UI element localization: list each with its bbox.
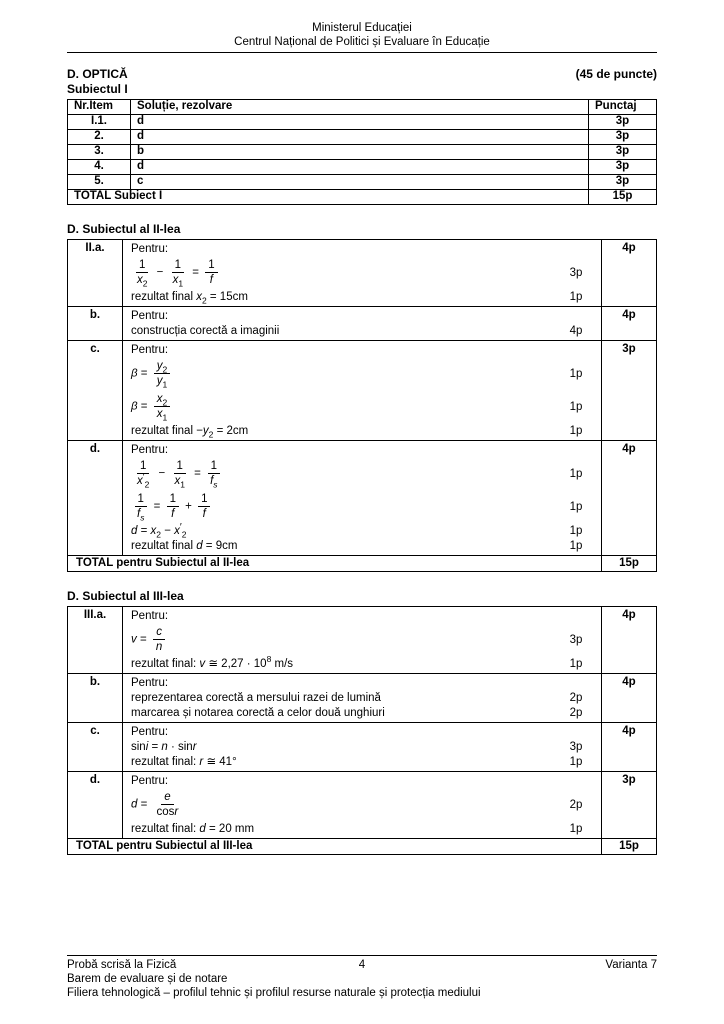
text-run: construcția corectă a imaginii (131, 324, 280, 337)
solution-cell (123, 240, 602, 306)
math-variable: n (161, 740, 168, 753)
fraction-denominator (154, 407, 170, 423)
fraction (198, 493, 210, 520)
answer-cell: d (131, 160, 589, 175)
line-points: 3p (569, 740, 583, 753)
text-run: Pentru: (131, 774, 169, 787)
line-points: 3p (569, 266, 583, 279)
table-row (68, 130, 657, 145)
fraction-numerator (154, 360, 170, 374)
rubric-row (68, 340, 656, 440)
text-run: 1 (139, 259, 146, 271)
solution-line-content (131, 242, 561, 256)
math-variable: y (156, 375, 163, 387)
subscript: 2 (162, 364, 168, 375)
rubric-row (68, 306, 656, 340)
solution-line-content (131, 290, 561, 304)
fraction (205, 259, 217, 286)
answer-cell: c (131, 175, 589, 190)
solution-line (131, 690, 601, 705)
math-variable: d (131, 798, 138, 811)
solution-line-content (131, 457, 561, 490)
math-variable: e (164, 791, 171, 803)
solution-line (131, 357, 601, 390)
fraction-numerator (136, 259, 148, 273)
line-points: 2p (569, 691, 583, 704)
solution-line-content (131, 822, 561, 836)
footer-filiera: Filiera tehnologică – profilul tehnic și profilul resurse naturale și protecția mediului (67, 987, 481, 999)
math-variable: r (199, 755, 204, 768)
line-points: 2p (569, 798, 583, 811)
solution-line-content (131, 725, 561, 739)
text-run: 1 (208, 259, 215, 271)
fraction-denominator (168, 507, 177, 520)
fraction (167, 493, 179, 520)
header-divider (67, 52, 657, 53)
math-variable: x (174, 524, 180, 537)
fraction-denominator (171, 474, 187, 490)
fraction-numerator (154, 393, 170, 407)
fraction-denominator (170, 273, 186, 289)
text-run: = (150, 500, 164, 513)
fraction-denominator (207, 474, 220, 490)
rubric-row (68, 440, 656, 555)
total-points: 15p (589, 190, 657, 205)
text-run: 1 (174, 259, 182, 271)
solution-line (131, 724, 601, 739)
points-cell: 3p (589, 130, 657, 145)
subject1-answers-table (67, 99, 657, 205)
math-variable: v (199, 657, 206, 670)
total-row (68, 190, 657, 205)
math-variable: f (171, 508, 175, 520)
line-points: 2p (569, 706, 583, 719)
math-variable: x (150, 524, 157, 537)
text-run: − (155, 467, 169, 480)
fraction-numerator (167, 493, 179, 507)
total-label: TOTAL pentru Subiectul al II-lea (68, 556, 602, 571)
item-cell: 5. (68, 175, 131, 190)
math-variable: f (209, 274, 213, 286)
total-label: TOTAL pentru Subiectul al III-lea (68, 839, 602, 854)
math-variable: x (137, 475, 143, 487)
text-run: rezultat final − (131, 424, 203, 437)
total-points: 15p (619, 557, 639, 569)
footer-row1 (67, 958, 657, 972)
text-run: sin (131, 740, 146, 753)
solution-line (131, 241, 601, 256)
footer-page-number: 4 (358, 959, 366, 971)
solution-line (131, 538, 601, 553)
fraction-denominator (200, 507, 209, 520)
subscript: 2 (181, 528, 187, 539)
subject2-rubric-table (67, 239, 657, 572)
fraction (153, 626, 165, 653)
row-points-cell: 4p (622, 309, 636, 321)
solution-line-content (131, 309, 561, 323)
solution-line-content (131, 691, 561, 705)
solution-line (131, 490, 601, 523)
text-run: rezultat final: (131, 822, 200, 835)
text-run: = (137, 400, 151, 413)
text-run: rezultat final (131, 539, 197, 552)
solution-line (131, 457, 601, 490)
footer-variant: Varianta 7 (605, 959, 657, 971)
text-run: = 2cm (213, 424, 249, 437)
text-run: = (136, 633, 150, 646)
fraction (154, 360, 170, 390)
item-cell: 4. (68, 160, 131, 175)
fraction-denominator (154, 805, 182, 818)
fraction (154, 791, 182, 818)
math-variable: f (137, 508, 141, 520)
subscript: 1 (162, 379, 168, 390)
solution-line (131, 773, 601, 788)
subscript: s (213, 479, 218, 490)
points-cell: 3p (589, 115, 657, 130)
text-run: Pentru: (131, 343, 169, 356)
rubric-row (68, 722, 656, 771)
total-label: TOTAL Subiect I (68, 190, 589, 205)
header-line2: Centrul Național de Politici și Evaluare în Educație (234, 36, 490, 48)
solution-line-content (131, 390, 561, 423)
solution-line (131, 675, 601, 690)
item-cell: c. (68, 341, 123, 440)
rubric-row (68, 771, 656, 838)
subtitle-subiectul-1: Subiectul I (67, 82, 128, 96)
text-run: reprezentarea corectă a mersului razei de lumină (131, 691, 381, 704)
line-points: 1p (569, 755, 583, 768)
line-points: 1p (569, 524, 583, 537)
fraction-numerator (153, 626, 165, 640)
fraction-numerator (161, 791, 173, 805)
line-points: 1p (569, 400, 583, 413)
subscript: 2 (142, 278, 148, 289)
text-run: 1 (201, 493, 208, 505)
col-header-points: Punctaj (589, 100, 657, 115)
solution-line-content (131, 740, 561, 754)
solution-line (131, 308, 601, 323)
solution-line-content (131, 676, 561, 690)
item-cell: b. (68, 307, 123, 340)
solution-line (131, 442, 601, 457)
text-run: − (153, 266, 167, 279)
line-points: 1p (569, 657, 583, 670)
text-run: Pentru: (131, 242, 169, 255)
text-run: + (181, 500, 196, 513)
text-run: = (148, 740, 162, 753)
solution-line (131, 623, 601, 656)
row-points-cell: 3p (622, 774, 636, 786)
text-run: ≅ 41° (203, 755, 237, 768)
fraction-denominator (134, 273, 150, 289)
fraction-numerator (205, 259, 217, 273)
solution-line-content (131, 755, 561, 769)
solution-line (131, 788, 601, 821)
line-points: 1p (569, 822, 583, 835)
line-points: 3p (569, 633, 583, 646)
subscript: 1 (180, 479, 185, 490)
fraction-denominator (134, 507, 147, 523)
rubric-row (68, 607, 656, 673)
line-points: 1p (569, 467, 583, 480)
math-variable: r (192, 740, 197, 753)
row-points-cell: 4p (622, 242, 636, 254)
text-run: = (137, 798, 151, 811)
math-variable: n (155, 641, 163, 653)
subject3-title: D. Subiectul al III-lea (67, 589, 184, 603)
points-cell: 3p (589, 175, 657, 190)
text-run: rezultat final: (131, 755, 200, 768)
footer-exam-name: Probă scrisă la Fizică (67, 959, 177, 971)
subscript: 2 (156, 528, 161, 539)
row-points-cell: 3p (622, 343, 636, 355)
text-run: = 20 mm (205, 822, 255, 835)
section-title-row (67, 67, 657, 81)
item-cell: II.a. (68, 240, 123, 306)
text-run: Pentru: (131, 676, 169, 689)
subscript: 1 (178, 278, 184, 289)
line-points: 1p (569, 500, 583, 513)
solution-line (131, 323, 601, 338)
math-variable: r (174, 806, 179, 818)
line-points: 4p (569, 324, 583, 337)
points-cell: 3p (589, 145, 657, 160)
math-variable: x (156, 393, 163, 405)
row-points-cell: 4p (622, 609, 636, 621)
text-run: Pentru: (131, 309, 169, 322)
table-row (68, 160, 657, 175)
section-points: (45 de puncte) (575, 67, 657, 81)
prime-mark: ′ (142, 472, 145, 483)
solution-line-content (131, 521, 561, 539)
line-points: 1p (569, 290, 583, 303)
row-points-cell: 4p (622, 725, 636, 737)
rubric-row (68, 673, 656, 722)
prime-mark: ′ (179, 521, 182, 533)
fraction-denominator (207, 273, 216, 286)
math-variable: β (131, 400, 138, 413)
row-points-cell: 4p (622, 443, 636, 455)
fraction-denominator (154, 374, 170, 390)
math-variable: y (156, 360, 163, 372)
row-points-cell: 4p (622, 676, 636, 688)
fraction (134, 493, 147, 523)
solution-line (131, 653, 601, 671)
superscript: 8 (266, 653, 272, 664)
header-line1: Ministerul Educației (312, 22, 412, 34)
fraction-numerator (174, 460, 186, 474)
solution-line-content (131, 256, 561, 289)
table-row (68, 115, 657, 130)
solution-cell (123, 723, 602, 771)
ministry-header (67, 0, 657, 53)
page-content (67, 0, 657, 855)
solution-line (131, 523, 601, 538)
math-variable: d (131, 524, 138, 537)
item-cell: 3. (68, 145, 131, 160)
footer-barem: Barem de evaluare și de notare (67, 973, 228, 985)
math-variable: x (174, 475, 181, 487)
subscript: 2 (208, 428, 214, 439)
math-variable: f (202, 508, 206, 520)
text-run: 1 (210, 460, 217, 472)
points-cell: 3p (589, 160, 657, 175)
item-cell: 2. (68, 130, 131, 145)
total-row (68, 838, 656, 854)
solution-line (131, 289, 601, 304)
subscript: 1 (162, 412, 168, 423)
table-row (68, 145, 657, 160)
text-run: · sin (167, 740, 193, 753)
solution-line (131, 739, 601, 754)
math-variable: i (145, 740, 149, 753)
fraction (134, 259, 150, 289)
solution-line (131, 754, 601, 769)
math-variable: d (196, 539, 203, 552)
fraction (134, 460, 152, 490)
col-header-solution: Soluție, rezolvare (131, 100, 589, 115)
text-run: 1 (139, 460, 147, 472)
text-run: = (137, 524, 151, 537)
math-variable: f (210, 475, 214, 487)
text-run: Pentru: (131, 725, 169, 738)
fraction-numerator (135, 493, 147, 507)
table-row (68, 175, 657, 190)
fraction-denominator (134, 472, 152, 490)
item-cell: b. (68, 674, 123, 722)
total-points: 15p (619, 840, 639, 852)
text-run: Pentru: (131, 443, 169, 456)
text-run: = 9cm (202, 539, 238, 552)
fraction (170, 259, 186, 289)
subject3-rubric-table (67, 606, 657, 855)
solution-line-content (131, 343, 561, 357)
solution-line-content (131, 443, 561, 457)
solution-line-content (131, 424, 561, 438)
solution-line (131, 608, 601, 623)
section-title: D. OPTICĂ (67, 67, 128, 81)
math-variable: x (172, 274, 179, 286)
item-cell: III.a. (68, 607, 123, 673)
fraction (171, 460, 187, 490)
solution-line (131, 705, 601, 720)
answer-cell: b (131, 145, 589, 160)
fraction-numerator (208, 460, 220, 474)
math-variable: y (202, 424, 209, 437)
solution-line (131, 390, 601, 423)
answer-cell: d (131, 130, 589, 145)
solution-cell (123, 307, 602, 340)
text-run: marcarea și notarea corectă a celor două unghiuri (131, 706, 385, 719)
footer-divider (67, 955, 657, 956)
fraction (154, 393, 170, 423)
math-variable: β (131, 367, 138, 380)
item-cell: I.1. (68, 115, 131, 130)
text-run: Pentru: (131, 609, 169, 622)
text-run: − (161, 524, 175, 537)
solution-line-content (131, 706, 561, 720)
table-header-row (68, 100, 657, 115)
subscript: s (140, 512, 145, 523)
total-row (68, 555, 656, 571)
text-run: = (137, 367, 151, 380)
text-run: = (190, 467, 205, 480)
math-variable: v (131, 633, 137, 646)
page-footer (67, 955, 657, 1000)
math-variable: x (137, 274, 143, 286)
solution-line (131, 821, 601, 836)
fraction-denominator (153, 640, 165, 653)
col-header-item: Nr.Item (68, 100, 131, 115)
line-points: 1p (569, 539, 583, 552)
solution-line-content (131, 357, 561, 390)
fraction-numerator (198, 493, 210, 507)
solution-line (131, 256, 601, 289)
fraction (207, 460, 220, 490)
math-variable: x (156, 408, 163, 420)
solution-cell (123, 674, 602, 722)
rubric-row (68, 240, 656, 306)
text-run: = (189, 266, 203, 279)
math-variable: x (196, 290, 202, 303)
subscript: 2 (201, 294, 207, 305)
text-run: 1 (176, 460, 183, 472)
subscript: 2 (144, 479, 150, 490)
text-run: = 15cm (206, 290, 248, 303)
solution-line-content (131, 788, 561, 821)
text-run: ≅ 2,27 · 10 (205, 657, 267, 670)
solution-line-content (131, 653, 561, 671)
line-points: 1p (569, 424, 583, 437)
item-cell: c. (68, 723, 123, 771)
solution-cell (123, 772, 602, 838)
solution-line (131, 342, 601, 357)
fraction-numerator (172, 259, 184, 273)
solution-line-content (131, 324, 561, 338)
text-run: rezultat final: (131, 657, 200, 670)
solution-line-content (131, 490, 561, 523)
text-run: rezultat final (131, 290, 197, 303)
text-run: cos (156, 806, 175, 818)
solution-line-content (131, 539, 561, 553)
text-run: 1 (169, 493, 176, 505)
solution-cell (123, 607, 602, 673)
solution-line-content (131, 623, 561, 656)
answer-cell: d (131, 115, 589, 130)
solution-line-content (131, 609, 561, 623)
text-run: m/s (271, 657, 294, 670)
solution-line-content (131, 774, 561, 788)
item-cell: d. (68, 772, 123, 838)
solution-cell (123, 441, 602, 555)
solution-line (131, 423, 601, 438)
subscript: 2 (162, 397, 168, 408)
subject2-title: D. Subiectul al II-lea (67, 222, 181, 236)
math-variable: d (199, 822, 206, 835)
line-points: 1p (569, 367, 583, 380)
solution-cell (123, 341, 602, 440)
text-run: 1 (137, 493, 144, 505)
item-cell: d. (68, 441, 123, 555)
math-variable: c (156, 626, 162, 638)
